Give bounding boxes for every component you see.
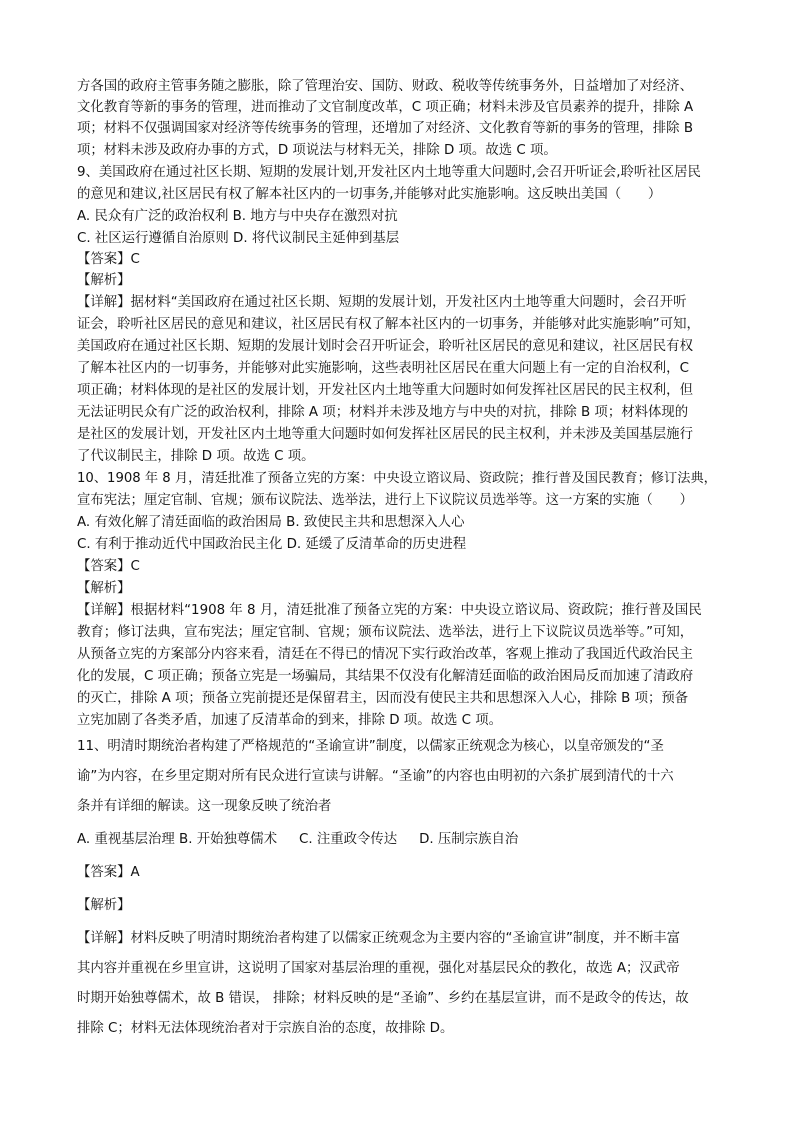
analysis-label: 【解析】 <box>77 898 131 913</box>
text-line: 无法证明民众有广泛的政治权利，排除 A 项；材料并未涉及地方与中央的对抗，排除 B 项；材料体现的 <box>77 405 689 420</box>
text-line: 的灭亡，排除 A 项；预备立宪前提还是保留君主，因而没有使民主共和思想深入人心，排除 B 项；预备 <box>77 691 689 706</box>
question-11-stem: 谕”为内容，在乡里定期对所有民众进行宣读与讲解。“圣谕”的内容也由明初的六条扩展到清代的十六 <box>77 769 674 784</box>
text-line: 时期开始独尊儒术，故 B 错误， 排除；材料反映的是“圣谕”、乡约在基层宣讲，而不是政令的传达，故 <box>77 991 689 1006</box>
answer-label: 【答案】C <box>77 252 140 267</box>
text-line: 其内容并重视在乡里宣讲，这说明了国家对基层治理的重视，强化对基层民众的教化，故选 A；汉武帝 <box>77 961 680 976</box>
text-line: 项；材料不仅强调国家对经济等传统事务的管理，还增加了对经济、文化教育等新的事务的管理，排除 B <box>77 121 694 136</box>
text-line: 项；材料未涉及政府办事的方式，D 项说法与材料无关，排除 D 项。故选 C 项。 <box>77 143 557 158</box>
question-9-stem: 9、美国政府在通过社区长期、短期的发展计划,开发社区内土地等重大问题时,会召开听证会,聆听社区居民 <box>77 165 701 180</box>
text-line: 是社区的发展计划，开发社区内土地等重大问题时如何发挥社区居民的民主权利，并未涉及美国基层施行 <box>77 427 693 442</box>
question-10-options: C. 有利于推动近代中国政治民主化 D. 延缓了反清革命的历史进程 <box>77 537 467 552</box>
question-11-stem: 条并有详细的解读。这一现象反映了统治者 <box>77 799 332 814</box>
text-line: 排除 C；材料无法体现统治者对于宗族自治的态度，故排除 D。 <box>77 1021 454 1036</box>
analysis-label: 【解析】 <box>77 273 131 288</box>
text-line: 证会，聆听社区居民的意见和建议，社区居民有权了解本社区内的一切事务，并能够对此实施影响”可知， <box>77 317 700 332</box>
answer-label: 【答案】C <box>77 559 140 574</box>
text-line: 化的发展，C 项正确；预备立宪是一场骗局，其结果不仅没有化解清廷面临的政治困局反而加速了清政府 <box>77 669 694 684</box>
question-9-options: C. 社区运行遵循自治原则 D. 将代议制民主延伸到基层 <box>77 231 400 246</box>
text-line: 教育；修订法典，宣布宪法；厘定官制、官规；颁布议院法、选举法，进行上下议院议员选举等。”可知， <box>77 625 694 640</box>
question-11-options: A. 重视基层治理 B. 开始独尊儒术 C. 注重政令传达 D. 压制宗族自治 <box>77 832 519 847</box>
analysis-label: 【解析】 <box>77 581 131 596</box>
question-11-stem: 11、明清时期统治者构建了严格规范的“圣谕宣讲”制度，以儒家正统观念为核心，以皇帝颁发的“圣 <box>77 739 664 754</box>
text-line: 文化教育等新的事务的管理，进而推动了文官制度改革，C 项正确；材料未涉及官员素养的提升，排除 A <box>77 100 694 115</box>
text-line: 了代议制民主，排除 D 项。故选 C 项。 <box>77 449 315 464</box>
text-line: 立宪加剧了各类矛盾，加速了反清革命的到来，排除 D 项。故选 C 项。 <box>77 713 503 728</box>
text-line: 【详解】材料反映了明清时期统治者构建了以儒家正统观念为主要内容的“圣谕宣讲”制度，并不断丰富 <box>77 931 681 946</box>
question-9-stem: 的意见和建议,社区居民有权了解本社区内的一切事务,并能够对此实施影响。这反映出美国（ ） <box>77 187 662 202</box>
question-10-options: A. 有效化解了清廷面临的政治困局 B. 致使民主共和思想深入人心 <box>77 515 465 530</box>
text-line: 【详解】根据材料“1908 年 8 月，清廷批准了预备立宪的方案：中央设立谘议局、资政院；推行普及国民 <box>77 603 702 618</box>
question-10-stem: 宣布宪法；厘定官制、官规；颁布议院法、选举法，进行上下议院议员选举等。这一方案的实施（ ） <box>77 493 693 508</box>
text-line: 从预备立宪的方案部分内容来看，清廷在不得已的情况下实行政治改革，客观上推动了我国近代政治民主 <box>77 647 693 662</box>
text-line: 美国政府在通过社区长期、短期的发展计划时会召开听证会，聆听社区居民的意见和建议，社区居民有权 <box>77 339 693 354</box>
answer-label: 【答案】A <box>77 865 140 880</box>
text-line: 了解本社区内的一切事务，并能够对此实施影响，这些表明社区居民在重大问题上有一定的自治权利，C <box>77 361 689 376</box>
question-9-options: A. 民众有广泛的政治权利 B. 地方与中央存在激烈对抗 <box>77 209 398 224</box>
question-10-stem: 10、1908 年 8 月，清廷批准了预备立宪的方案：中央设立谘议局、资政院；推行普及国民教育；修订法典， <box>77 471 717 486</box>
text-line: 【详解】据材料“美国政府在通过社区长期、短期的发展计划，开发社区内土地等重大问题时，会召开听 <box>77 295 687 310</box>
text-line: 项正确；材料体现的是社区的发展计划，开发社区内土地等重大问题时如何发挥社区居民的民主权利，但 <box>77 383 693 398</box>
text-line: 方各国的政府主管事务随之膨胀，除了管理治安、国防、财政、税收等传统事务外，日益增加了对经济、 <box>77 79 693 94</box>
